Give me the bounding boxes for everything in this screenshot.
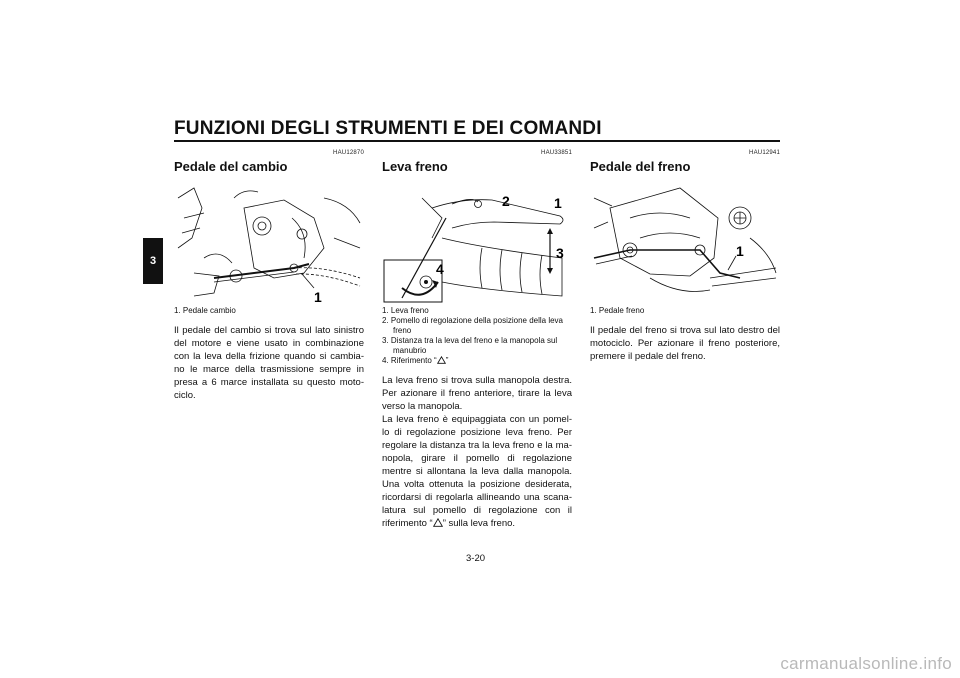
section-title: Leva freno <box>382 159 448 174</box>
section-code: HAU12870 <box>333 150 364 156</box>
caption-item-reference <box>382 356 572 366</box>
section-brake-lever <box>382 150 572 530</box>
chapter-tab[interactable]: 3 <box>143 238 163 284</box>
callout-1: 1 <box>314 289 322 303</box>
body-text <box>174 324 364 402</box>
paragraph: Il pedale del cambio si trova sul lato sinistro del motore e viene usato in combinazione con la leva della frizione quando si cambia-no le marce della trasmissione sempre in presa a 6 marce installata su questo moto-ciclo. <box>174 325 364 401</box>
section-code: HAU33851 <box>541 150 572 156</box>
section-title: Pedale del freno <box>590 159 691 174</box>
paragraph: La leva freno si trova sulla manopola destra. Per azionare il freno anteriore, tirare la leva verso la manopola. <box>382 375 572 412</box>
caption-item: 3. Distanza tra la leva del freno e la manopola sul manubrio <box>382 336 558 355</box>
brake-lever-illustration <box>382 178 572 303</box>
triangle-icon <box>437 356 446 364</box>
shift-pedal-illustration <box>174 178 364 303</box>
paragraph-text: ” sulla leva freno. <box>442 518 516 529</box>
section-code: HAU12941 <box>749 150 780 156</box>
callout-2: 2 <box>502 193 510 209</box>
caption-text: 4. Riferimento “ <box>382 356 437 365</box>
figure-caption <box>382 306 572 366</box>
paragraph <box>382 413 572 530</box>
caption-item: 1. Leva freno <box>382 306 429 315</box>
page-number: 3-20 <box>466 553 486 564</box>
callout-3: 3 <box>556 245 564 261</box>
watermark-link[interactable]: carmanualsonline.info <box>780 654 952 673</box>
page-title: FUNZIONI DEGLI STRUMENTI E DEI COMANDI <box>174 118 602 139</box>
figure-caption <box>174 306 364 316</box>
callout-1: 1 <box>554 195 562 211</box>
caption-item: 2. Pomello di regolazione della posizione della leva freno <box>382 316 564 335</box>
body-text <box>590 324 780 363</box>
section-shift-pedal <box>174 150 364 402</box>
figure-caption <box>590 306 780 316</box>
caption-item: 1. Pedale cambio <box>174 306 236 315</box>
brake-pedal-illustration <box>590 178 780 303</box>
caption-text: ” <box>445 356 449 365</box>
header-rule <box>174 140 780 142</box>
section-title: Pedale del cambio <box>174 159 288 174</box>
triangle-icon <box>433 518 443 527</box>
callout-1: 1 <box>736 243 744 259</box>
caption-item: 1. Pedale freno <box>590 306 645 315</box>
paragraph: Il pedale del freno si trova sul lato destro del motociclo. Per azionare il freno posteriore, premere il pedale del freno. <box>590 325 780 362</box>
section-brake-pedal <box>590 150 780 363</box>
paragraph-text: La leva freno è equipaggiata con un pomel-lo di regolazione posizione leva freno. Per regolare la distanza tra la leva freno e la ma-nopola, girare il pomello di regolazione mentre si allontana la leva dalla manopola. Una volta ottenuta la posizione desiderata, ricordarsi di regolarla allineando una scana-latura sul pomello di regolazione con il riferimento “ <box>382 414 572 529</box>
body-text <box>382 374 572 530</box>
callout-4: 4 <box>436 261 444 277</box>
